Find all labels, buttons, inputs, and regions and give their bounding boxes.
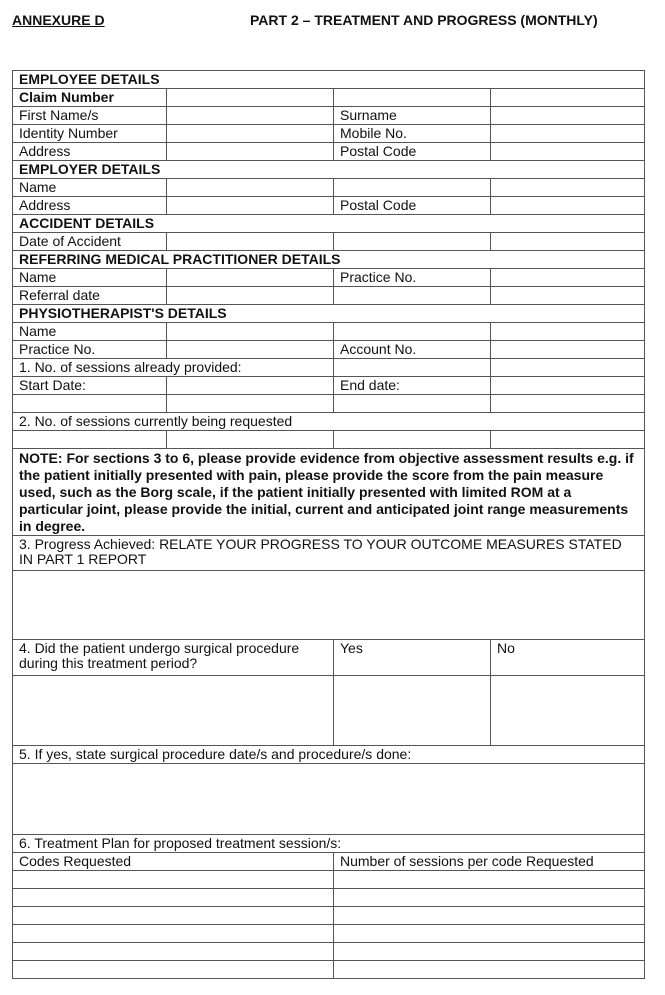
sessions-requested-label: 2. No. of sessions currently being requested <box>13 413 645 431</box>
employer-name-field-3[interactable] <box>491 179 645 197</box>
physio-practice-no-field[interactable] <box>167 341 334 359</box>
page-title: PART 2 – TREATMENT AND PROGRESS (MONTHLY) <box>250 12 598 28</box>
referral-extra-field-2[interactable] <box>491 287 645 305</box>
account-no-label: Account No. <box>334 341 491 359</box>
claim-extra-field-2[interactable] <box>491 89 645 107</box>
code-field[interactable] <box>13 871 334 889</box>
employer-postal-code-label: Postal Code <box>334 197 491 215</box>
employer-name-field[interactable] <box>167 179 334 197</box>
accident-extra-field-2[interactable] <box>491 233 645 251</box>
end-date-value-2[interactable] <box>491 395 645 413</box>
employee-address-field[interactable] <box>167 143 334 161</box>
surgery-no-field[interactable] <box>491 676 645 746</box>
employee-details-heading: EMPLOYEE DETAILS <box>13 71 645 89</box>
employer-postal-code-field[interactable] <box>491 197 645 215</box>
surname-field[interactable] <box>491 107 645 125</box>
accident-details-heading: ACCIDENT DETAILS <box>13 215 645 233</box>
employee-address-label: Address <box>13 143 167 161</box>
referral-extra-field[interactable] <box>334 287 491 305</box>
mobile-label: Mobile No. <box>334 125 491 143</box>
claim-extra-field[interactable] <box>334 89 491 107</box>
progress-achieved-field[interactable] <box>13 571 645 640</box>
surgery-yes-label: Yes <box>334 640 491 676</box>
claim-number-label: Claim Number <box>13 89 167 107</box>
surgery-no-label: No <box>491 640 645 676</box>
codes-requested-header: Codes Requested <box>13 853 334 871</box>
sessions-provided-field-2[interactable] <box>491 359 645 377</box>
surgical-details-field[interactable] <box>13 764 645 835</box>
progress-achieved-label: 3. Progress Achieved: RELATE YOUR PROGRESS TO YOUR OUTCOME MEASURES STATED IN PART 1 REPORT <box>13 536 645 571</box>
referral-date-field[interactable] <box>167 287 334 305</box>
code-field[interactable] <box>13 961 334 979</box>
code-field[interactable] <box>13 907 334 925</box>
date-of-accident-field[interactable] <box>167 233 334 251</box>
employer-address-field[interactable] <box>167 197 334 215</box>
surgery-yes-field[interactable] <box>334 676 491 746</box>
code-field[interactable] <box>13 925 334 943</box>
employer-name-label: Name <box>13 179 167 197</box>
referring-practice-no-field[interactable] <box>491 269 645 287</box>
account-no-field[interactable] <box>491 341 645 359</box>
first-name-field[interactable] <box>167 107 334 125</box>
sessions-requested-field-2[interactable] <box>167 431 334 449</box>
referral-date-label: Referral date <box>13 287 167 305</box>
identity-number-label: Identity Number <box>13 125 167 143</box>
sessions-provided-field[interactable] <box>334 359 491 377</box>
start-date-value-2[interactable] <box>167 395 334 413</box>
surgical-details-label: 5. If yes, state surgical procedure date/s and procedure/s done: <box>13 746 645 764</box>
employer-address-label: Address <box>13 197 167 215</box>
end-date-value[interactable] <box>334 395 491 413</box>
start-date-value[interactable] <box>13 395 167 413</box>
surgery-answer-field[interactable] <box>13 676 334 746</box>
sessions-requested-field[interactable] <box>13 431 167 449</box>
sessions-requested-field-3[interactable] <box>334 431 491 449</box>
mobile-field[interactable] <box>491 125 645 143</box>
physio-name-label: Name <box>13 323 167 341</box>
physio-name-field[interactable] <box>167 323 334 341</box>
sessions-provided-label: 1. No. of sessions already provided: <box>13 359 334 377</box>
sessions-requested-field-4[interactable] <box>491 431 645 449</box>
physio-practice-no-label: Practice No. <box>13 341 167 359</box>
employee-postal-code-label: Postal Code <box>334 143 491 161</box>
treatment-plan-label: 6. Treatment Plan for proposed treatment session/s: <box>13 835 645 853</box>
surgery-question-label: 4. Did the patient undergo surgical procedure during this treatment period? <box>13 640 334 676</box>
sessions-per-code-header: Number of sessions per code Requested <box>334 853 645 871</box>
referring-practice-no-label: Practice No. <box>334 269 491 287</box>
sessions-per-code-field[interactable] <box>334 925 645 943</box>
sessions-per-code-field[interactable] <box>334 943 645 961</box>
treatment-progress-form <box>12 70 645 979</box>
sessions-per-code-field[interactable] <box>334 907 645 925</box>
end-date-label: End date: <box>334 377 491 395</box>
sessions-per-code-field[interactable] <box>334 889 645 907</box>
employer-name-field-2[interactable] <box>334 179 491 197</box>
start-date-field[interactable] <box>167 377 334 395</box>
identity-number-field[interactable] <box>167 125 334 143</box>
referring-name-field[interactable] <box>167 269 334 287</box>
accident-extra-field[interactable] <box>334 233 491 251</box>
date-of-accident-label: Date of Accident <box>13 233 167 251</box>
start-date-label: Start Date: <box>13 377 167 395</box>
referring-practitioner-heading: REFERRING MEDICAL PRACTITIONER DETAILS <box>13 251 645 269</box>
sessions-per-code-field[interactable] <box>334 961 645 979</box>
first-name-label: First Name/s <box>13 107 167 125</box>
physio-name-field-2[interactable] <box>334 323 491 341</box>
physio-name-field-3[interactable] <box>491 323 645 341</box>
physiotherapist-details-heading: PHYSIOTHERAPIST'S DETAILS <box>13 305 645 323</box>
employer-details-heading: EMPLOYER DETAILS <box>13 161 645 179</box>
employee-postal-code-field[interactable] <box>491 143 645 161</box>
surname-label: Surname <box>334 107 491 125</box>
instructions-note: NOTE: For sections 3 to 6, please provide evidence from objective assessment results e.g. if the patient initially presented with pain, please provide the score from the pain measure used, such as the Borg scale, if the patient initially presented with limited ROM at a particular joint, please provide the initial, current and anticipated joint range measurements in degree. <box>13 449 645 536</box>
sessions-per-code-field[interactable] <box>334 871 645 889</box>
annexure-label: ANNEXURE D <box>12 12 105 28</box>
end-date-field[interactable] <box>491 377 645 395</box>
code-field[interactable] <box>13 889 334 907</box>
referring-name-label: Name <box>13 269 167 287</box>
claim-number-field[interactable] <box>167 89 334 107</box>
code-field[interactable] <box>13 943 334 961</box>
